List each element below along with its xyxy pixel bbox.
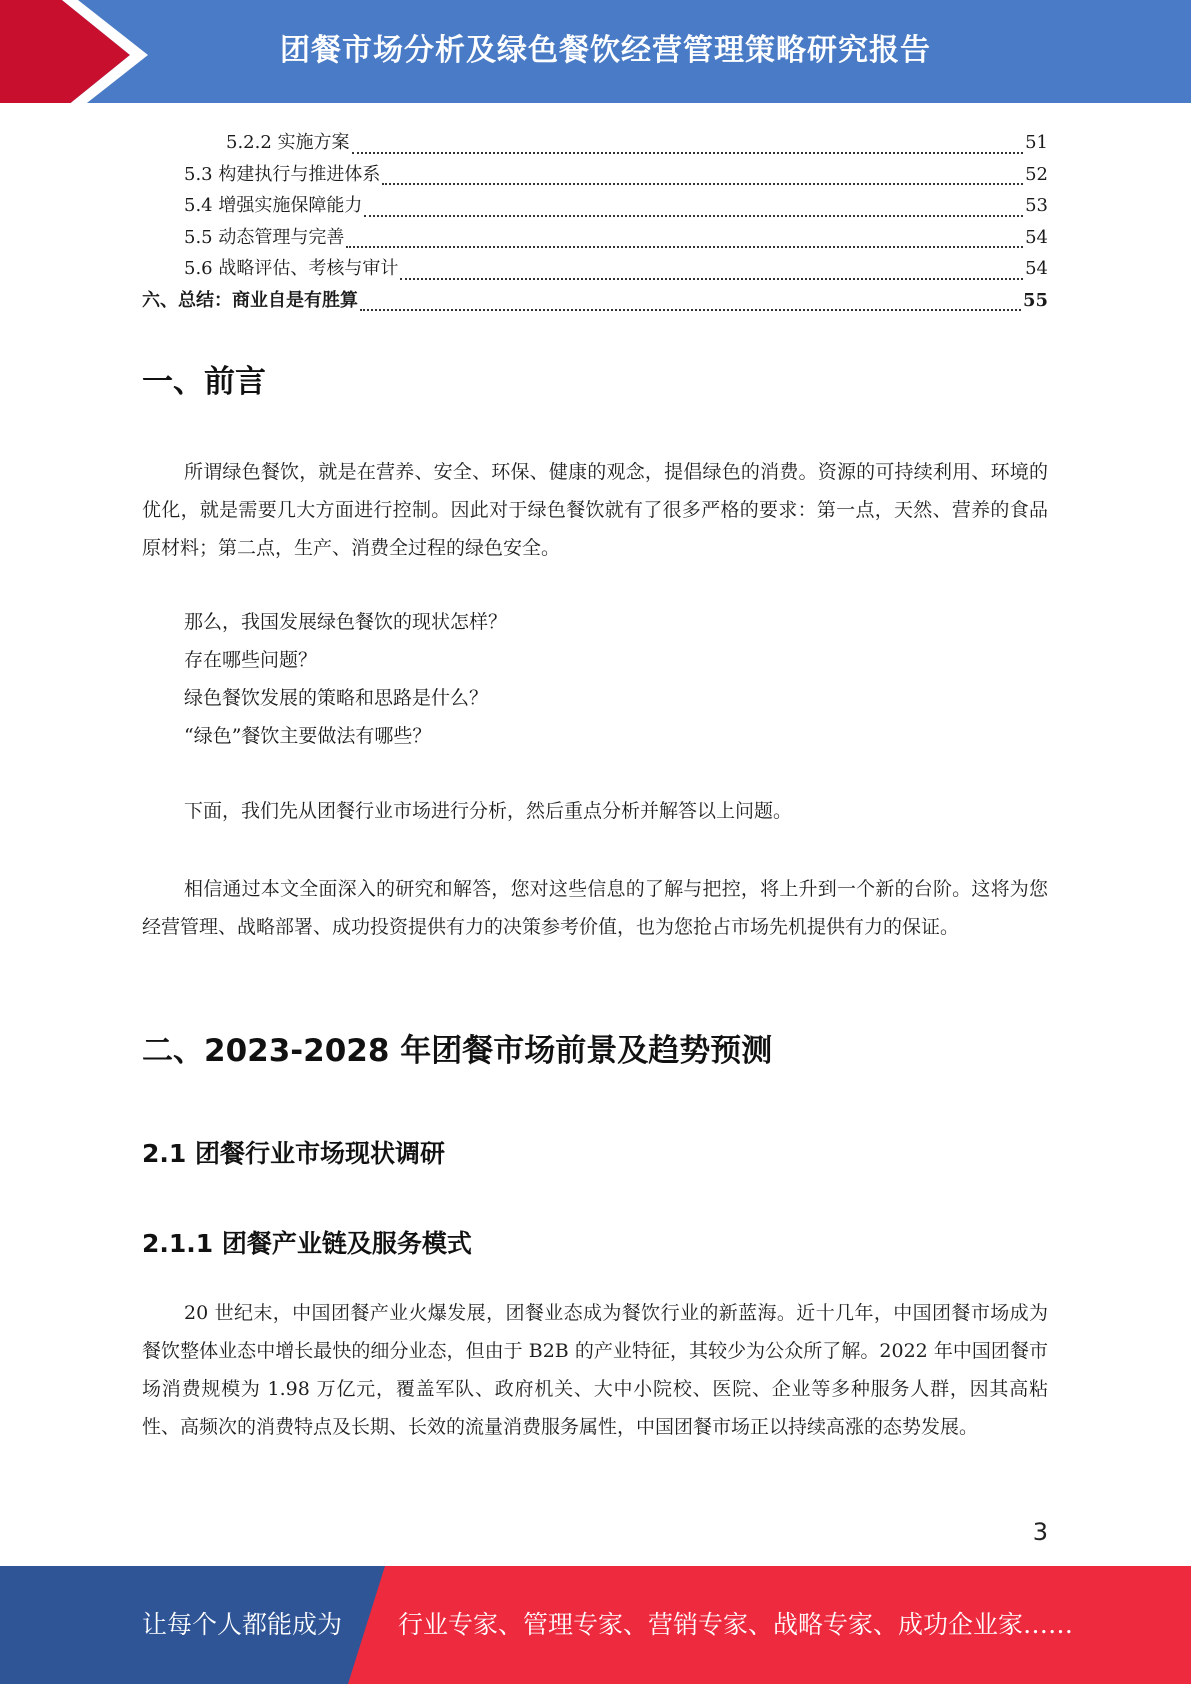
toc-entry[interactable] — [142, 254, 1048, 286]
toc-entry[interactable] — [142, 160, 1048, 192]
question-item: 存在哪些问题？ — [184, 649, 318, 671]
toc-label: 5.4 增强实施保障能力 — [184, 195, 363, 216]
preface-paragraph-2: 下面，我们先从团餐行业市场进行分析，然后重点分析并解答以上问题。 — [184, 800, 793, 822]
toc-label: 5.2.2 实施方案 — [226, 132, 350, 153]
toc-page: 53 — [1025, 195, 1048, 216]
subsection-heading: 2.1.1 团餐产业链及服务模式 — [142, 1229, 472, 1258]
toc-page: 54 — [1025, 226, 1048, 248]
footer-slogan-left: 让每个人都能成为 — [142, 1610, 343, 1639]
toc-leader — [346, 246, 1023, 248]
subsection-heading: 2.1 团餐行业市场现状调研 — [142, 1139, 445, 1168]
question-item: 那么，我国发展绿色餐饮的现状怎样？ — [184, 611, 508, 633]
toc-page: 54 — [1025, 258, 1048, 279]
footer-banner — [0, 1566, 1191, 1684]
footer-slogan-right: 行业专家、管理专家、营销专家、战略专家、成功企业家…… — [398, 1610, 1074, 1639]
industry-paragraph: 20 世纪末，中国团餐产业火爆发展，团餐业态成为餐饮行业的新蓝海。近十几年，中国团餐市场成为餐饮整体业态中增长最快的细分业态，但由于 B2B 的产业特征，其较少为公众所了解。2022 年中国团餐市场消费规模为 1.98 万亿元，覆盖军队、政府机关、大中小院校、医院、企业等多种服务人群，因其高粘性、高频次的消费特点及长期、长效的流量消费服务属性，中国团餐市场正以持续高涨的态势发展。 — [142, 1302, 1048, 1438]
toc-leader — [360, 309, 1021, 311]
header-banner — [0, 0, 1191, 110]
question-item: “绿色”餐饮主要做法有哪些？ — [184, 725, 432, 747]
question-list — [184, 603, 507, 755]
section-heading-forecast: 二、2023-2028 年团餐市场前景及趋势预测 — [142, 1033, 773, 1069]
toc-leader — [400, 278, 1023, 280]
toc-entry[interactable] — [142, 128, 1048, 160]
question-item: 绿色餐饮发展的策略和思路是什么？ — [184, 687, 489, 709]
section-heading-preface: 一、前言 — [142, 364, 266, 400]
toc-leader — [382, 183, 1023, 185]
toc-leader — [364, 215, 1023, 217]
toc-label: 5.5 动态管理与完善 — [184, 226, 345, 248]
toc-label: 5.3 构建执行与推进体系 — [184, 163, 381, 185]
toc-page: 51 — [1025, 132, 1048, 153]
toc-page: 52 — [1025, 163, 1048, 185]
table-of-contents — [142, 128, 1048, 317]
toc-entry[interactable] — [142, 191, 1048, 223]
toc-page: 55 — [1022, 289, 1048, 311]
preface-paragraph-1: 所谓绿色餐饮，就是在营养、安全、环保、健康的观念，提倡绿色的消费。资源的可持续利用、环境的优化，就是需要几大方面进行控制。因此对于绿色餐饮就有了很多严格的要求：第一点，天然、营养的食品原材料；第二点，生产、消费全过程的绿色安全。 — [142, 461, 1048, 559]
toc-entry[interactable] — [142, 286, 1048, 318]
toc-label: 六、总结：商业自是有胜算 — [142, 289, 358, 311]
toc-label: 5.6 战略评估、考核与审计 — [184, 258, 399, 279]
preface-paragraph-3: 相信通过本文全面深入的研究和解答，您对这些信息的了解与把控，将上升到一个新的台阶。这将为您经营管理、战略部署、成功投资提供有力的决策参考价值，也为您抢占市场先机提供有力的保证。 — [142, 878, 1048, 938]
page-number: 3 — [1032, 1518, 1048, 1546]
report-title: 团餐市场分析及绿色餐饮经营管理策略研究报告 — [280, 33, 931, 68]
toc-entry[interactable] — [142, 223, 1048, 255]
toc-leader — [352, 152, 1024, 154]
